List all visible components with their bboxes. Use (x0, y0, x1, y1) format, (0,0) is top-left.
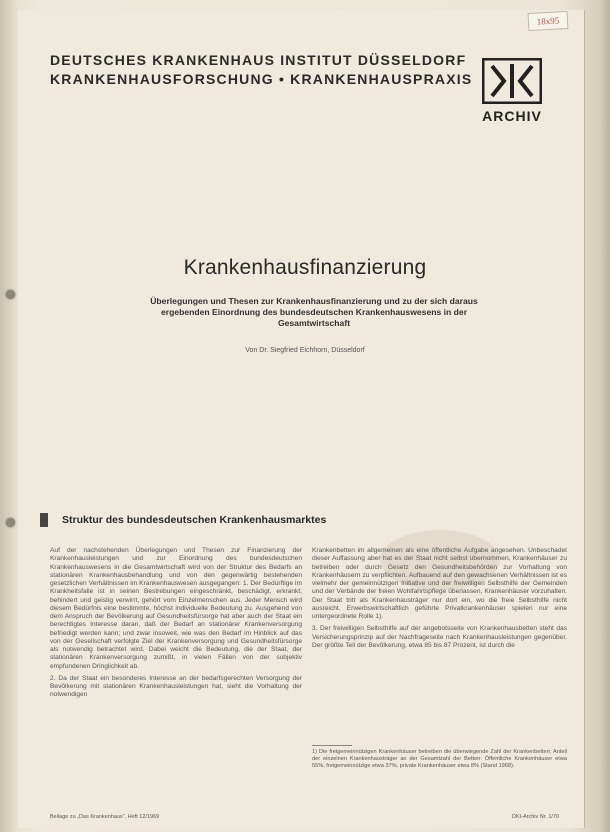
institute-subtitle: KRANKENHAUSFORSCHUNG • KRANKENHAUSPRAXIS (50, 71, 473, 87)
article-title: Krankenhausfinanzierung (183, 256, 427, 279)
dki-logo-icon (482, 58, 542, 104)
footnote-rule (312, 745, 352, 746)
dki-logo (478, 58, 546, 132)
footer-archive-number: DKI-Archiv Nr. 1/70 (512, 814, 560, 820)
section-marker (40, 513, 48, 527)
footer-source: Beilage zu „Das Krankenhaus“, Heft 12/1969 (50, 814, 160, 820)
text-column-right (312, 547, 567, 654)
institute-name: DEUTSCHES KRANKENHAUS INSTITUT DÜSSELDORF (50, 52, 467, 68)
article-author: Von Dr. Siegfried Eichhorn, Düsseldorf (245, 347, 365, 354)
institute-header (50, 52, 473, 88)
punch-hole (6, 518, 15, 527)
text-column-left (50, 547, 302, 704)
punch-hole (6, 290, 15, 299)
paragraph: 2. Da der Staat ein besonderes Interesse an der bedarfsgerechten Versorgung der Bevölkerung mit stationären Krankenhausleistungen hat, sieht die Vorhaltung der notwendigen (50, 674, 302, 699)
footnote-text: 1) Die freigemeinnützigen Krankenhäuser betreiben die überwiegende Zahl der Krankenbetten; Anteil der einzelnen Krankenhausträger an der Gesamtzahl der Betten: Öffentliche Krankenhäuser etwa 55%, freigemeinnützige etwa 37%, private Krankenhäuser etwa 8% (Stand 1968). (312, 749, 567, 769)
logo-wordmark: ARCHIV (482, 108, 542, 124)
article-subtitle: Überlegungen und Thesen zur Krankenhausfinanzierung und zu der sich daraus ergebenden Einordnung des bundesdeutschen Krankenhauswesens in der Gesamtwirtschaft (150, 296, 478, 328)
paragraph: Krankenbetten im allgemeinen als eine öffentliche Aufgabe angesehen. Unbeschadet dieser Auffassung aber hat es der Staat nicht selbst übernommen, Krankenhäuser zu betreiben oder durch Gesetz den Gesundheitsbehörden zur Vorhaltung von Krankenhäusern zu verpflichten. Aufbauend auf den gewachsenen Verhältnissen ist es vielmehr der gemeinnützigen Initiative und der freiwilligen Selbsthilfe der Gemeinden und der Verbände der freien Wohlfahrtspflege überlassen, Krankenhäuser vorzuhalten. Der Staat tritt als Krankenhausträger nur dort ein, wo die freie Selbsthilfe nicht ausreicht. Erwerbswirtschaftlich geführte Privatkrankenhäuser spielen nur eine untergeordnete Rolle 1). (312, 547, 567, 620)
section-heading: Struktur des bundesdeutschen Krankenhausmarktes (62, 514, 327, 526)
footnote (312, 745, 567, 770)
archive-sticker: 18x95 (528, 11, 569, 31)
paragraph: Auf der nachstehenden Überlegungen und Thesen zur Finanzierung der Krankenhausleistungen und zur Einordnung des bundesdeutschen Krankenhauswesens in die Gesamtwirtschaft wird von der Struktur des Bedarfs an stationären Krankenhausbehandlung und von den gegenwärtig bestehenden gesetzlichen Verhältnissen im Krankenhauswesen ausgegangen: 1. Der Bedürftige im Krankheitsfalle ist in seinen Bestrebungen eingeschränkt, beschädigt, erkrankt, behindert und geistig verwirrt, gehört vom Einzelmenschen aus. Jeder Mensch wird diesem Bedürfnis eine bestimmte, höchst individuelle Bedeutung zu. Ausgehend von dem Anspruch der Bevölkerung auf Gesundheitsfürsorge hat aber auch der Staat ein berechtigtes Interesse daran, daß der Bedarf an stationärer Krankenversorgung befriedigt werden kann; und zwar insoweit, wie was den Bedarf im Hinblick auf das von der Gesellschaft verfolgte Ziel der Krankenversorgung und Gesundheitsfürsorge als notwendig betrachtet wird. Dabei weicht die Bedeutung, die der Staat, der stationären Krankenversorgung zumißt, in vielen Fällen von der subjektiv empfundenen Dringlichkeit ab. (50, 547, 302, 670)
document-page (18, 10, 585, 828)
paragraph: 3. Der freiwilligen Selbsthilfe auf der angebotsseite von Krankenhausbetten steht das Versicherungsprinzip auf der Nachfrageseite nach Krankenhausleistungen gegenüber. Der größte Teil der Bevölkerung, etwa 85 bis 87 Prozent, ist durch die (312, 625, 567, 649)
